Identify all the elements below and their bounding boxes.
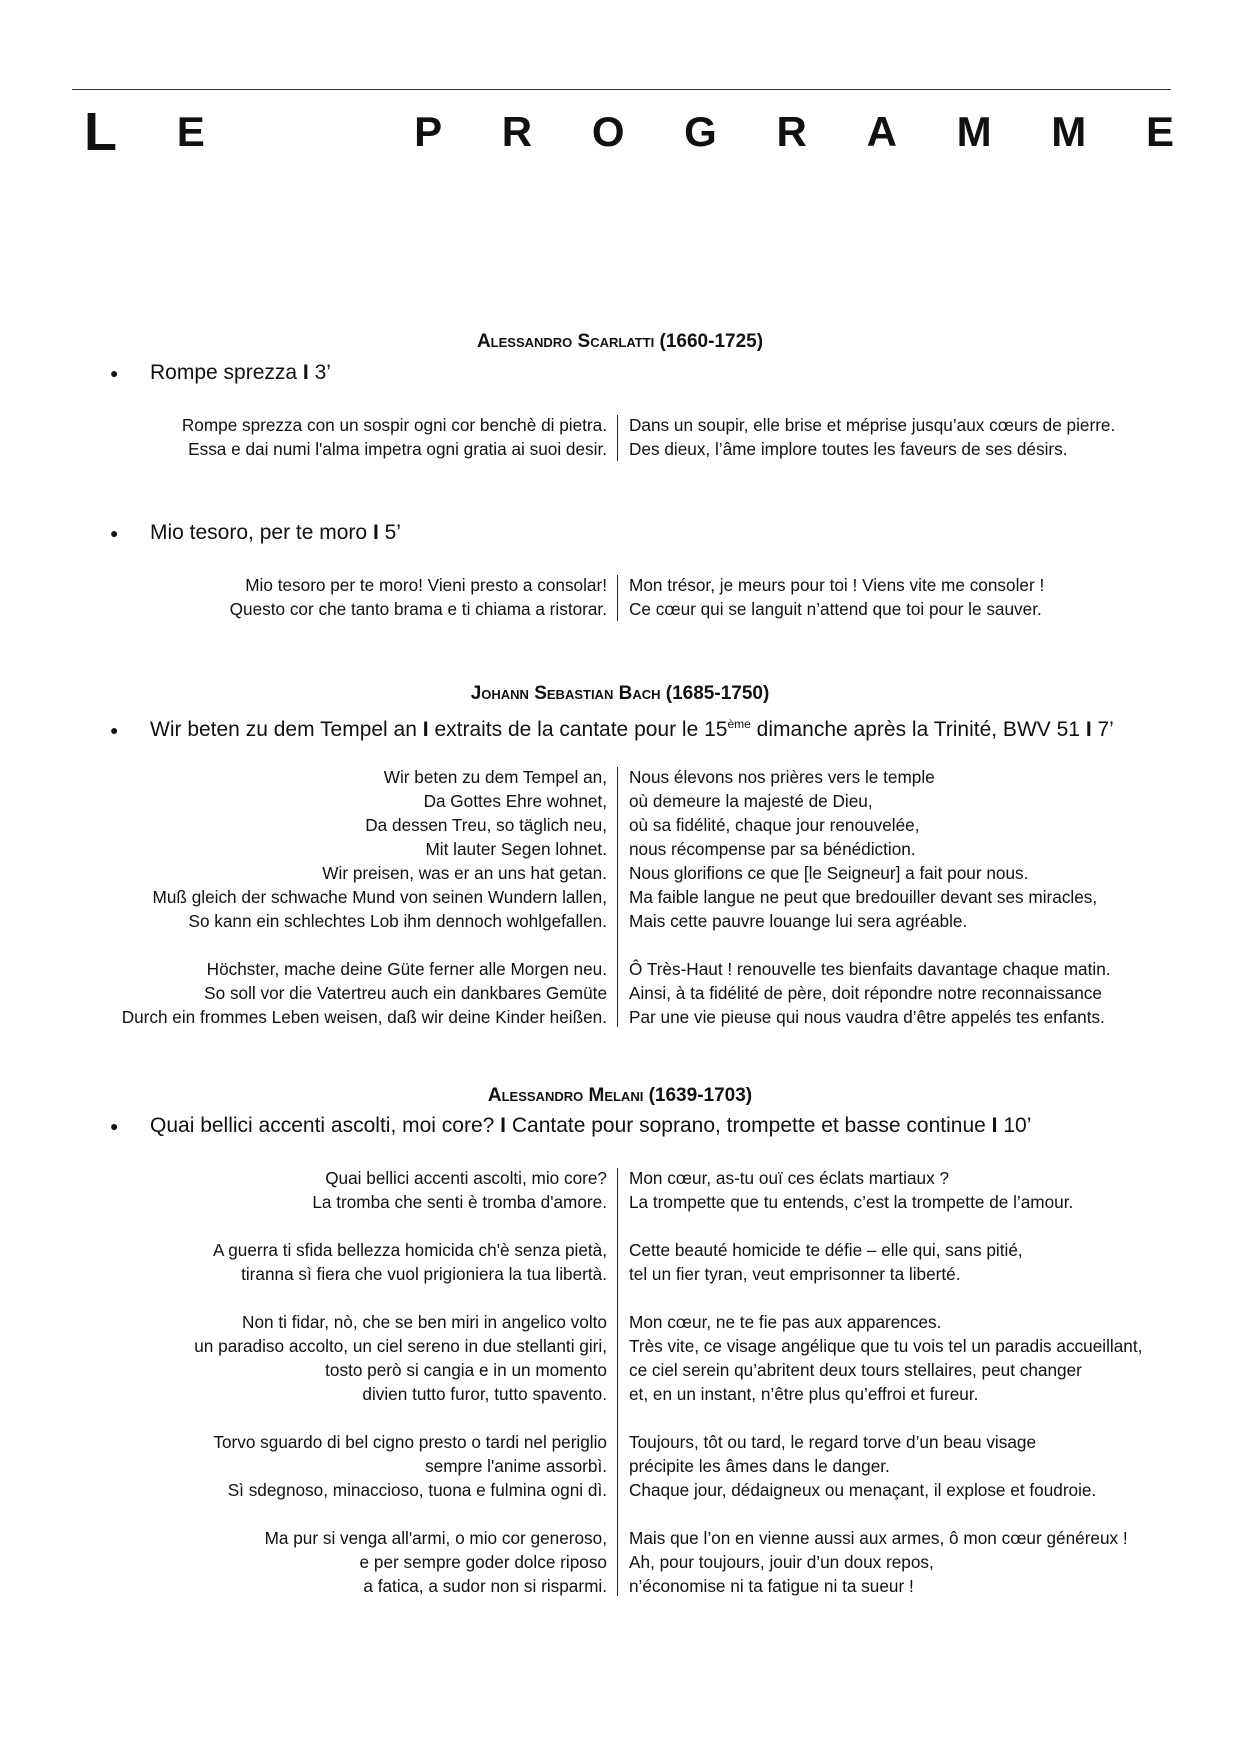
piece-separator: I (302, 361, 309, 384)
lyric-line: Mais que l’on en vienne aussi aux armes, ô mon cœur généreux ! (629, 1528, 1128, 1548)
page-title (84, 104, 1174, 160)
lyric-line: La tromba che senti è tromba d'amore. (312, 1192, 607, 1212)
lyric-line: Muß gleich der schwache Mund von seinen Wundern lallen, (152, 887, 607, 907)
stanza-gap (629, 1214, 1142, 1238)
piece-separator: I (422, 718, 429, 741)
stanza-gap (122, 933, 607, 957)
piece-title-wir-beten (110, 709, 1210, 745)
lyric-line: Mio tesoro per te moro! Vieni presto a consolar! (245, 575, 607, 595)
piece-separator: I (991, 1114, 998, 1137)
lyric-line: a fatica, a sudor non si risparmi. (363, 1576, 607, 1596)
lyric-line: La trompette que tu entends, c’est la trompette de l’amour. (629, 1192, 1074, 1212)
lyric-line: So soll vor die Vatertreu auch ein dankbares Gemüte (204, 983, 607, 1003)
piece-separator: I (500, 1114, 507, 1137)
lyric-line: Mon trésor, je meurs pour toi ! Viens vite me consoler ! (629, 575, 1045, 595)
lyric-line: Mais cette pauvre louange lui sera agréable. (629, 911, 968, 931)
lyric-line: Nous élevons nos prières vers le temple (629, 767, 935, 787)
lyric-line: Ô Très-Haut ! renouvelle tes bienfaits davantage chaque matin. (629, 959, 1111, 979)
lyrics-original (182, 413, 607, 461)
lyric-line: Ma pur si venga all'armi, o mio cor generoso, (264, 1528, 607, 1548)
lyric-line: Höchster, mache deine Güte ferner alle Morgen neu. (206, 959, 607, 979)
lyric-line: Par une vie pieuse qui nous vaudra d’être appelés tes enfants. (629, 1007, 1105, 1027)
title-letter: R (501, 108, 533, 155)
lyric-line: tiranna sì fiera che vuol prigioniera la tua libertà. (241, 1264, 607, 1284)
bullet-icon: ● (110, 365, 119, 382)
lyric-line: tel un fier tyran, veut emprisonner ta liberté. (629, 1264, 961, 1284)
lyric-line: un paradiso accolto, un ciel sereno in due stellanti giri, (194, 1336, 607, 1356)
piece-duration: 10’ (1003, 1114, 1032, 1137)
piece-description: extraits de la cantate pour le 15 (434, 718, 728, 741)
lyric-line: Cette beauté homicide te défie – elle qui, sans pitié, (629, 1240, 1023, 1260)
stanza-gap (629, 1406, 1142, 1430)
lyrics-translation (629, 1166, 1142, 1598)
lyric-line: ce ciel serein qu’abritent deux tours stellaires, peut changer (629, 1360, 1082, 1380)
lyric-line: Mit lauter Segen lohnet. (425, 839, 607, 859)
title-letter: M (1051, 108, 1087, 155)
lyric-line: précipite les âmes dans le danger. (629, 1456, 890, 1476)
stanza-gap (194, 1502, 607, 1526)
lyrics-translation (629, 413, 1115, 461)
lyric-line: Ainsi, à ta fidélité de père, doit répondre notre reconnaissance (629, 983, 1102, 1003)
title-letter: L (84, 102, 117, 162)
lyrics-original (122, 765, 607, 1029)
lyric-line: Quai bellici accenti ascolti, mio core? (325, 1168, 607, 1188)
piece-title-quai-bellici (110, 1111, 1210, 1141)
stanza-gap (629, 933, 1111, 957)
lyric-line: Ma faible langue ne peut que bredouiller devant ses miracles, (629, 887, 1098, 907)
piece-description-sup: ème (727, 717, 751, 731)
lyric-line: A guerra ti sfida bellezza homicida ch'è senza pietà, (212, 1240, 607, 1260)
piece-name: Rompe sprezza (150, 361, 298, 384)
composer-heading-melani: Alessandro Melani (1639-1703) (487, 1085, 753, 1106)
piece-name: Wir beten zu dem Tempel an (150, 718, 417, 741)
lyric-line: Des dieux, l’âme implore toutes les faveurs de ses désirs. (629, 439, 1068, 459)
piece-duration: 7’ (1097, 718, 1114, 741)
lyric-line: Essa e dai numi l'alma impetra ogni gratia ai suoi desir. (188, 439, 607, 459)
lyric-line: Chaque jour, dédaigneux ou menaçant, il explose et foudroie. (629, 1480, 1097, 1500)
lyric-line: Mon cœur, as-tu ouï ces éclats martiaux ? (629, 1168, 949, 1188)
piece-description: Cantate pour soprano, trompette et basse continue (511, 1114, 986, 1137)
stanza-gap (629, 1286, 1142, 1310)
piece-separator: I (1085, 718, 1092, 741)
column-divider (617, 575, 618, 621)
top-rule (72, 89, 1171, 90)
lyric-line: Nous glorifions ce que [le Seigneur] a fait pour nous. (629, 863, 1029, 883)
stanza-gap (629, 1502, 1142, 1526)
lyric-line: Mon cœur, ne te fie pas aux apparences. (629, 1312, 942, 1332)
lyric-line: sempre l'anime assorbì. (425, 1456, 607, 1476)
lyric-line: e per sempre goder dolce riposo (359, 1552, 607, 1572)
lyrics-original (194, 1166, 607, 1598)
lyric-line: Questo cor che tanto brama e ti chiama a ristorar. (229, 599, 607, 619)
lyrics-translation (629, 573, 1044, 621)
stanza-gap (194, 1214, 607, 1238)
piece-duration: 5’ (384, 521, 401, 544)
title-letter: M (956, 108, 992, 155)
lyric-line: et, en un instant, n’être plus qu’effroi et fureur. (629, 1384, 979, 1404)
lyrics-translation (629, 765, 1111, 1029)
title-word-gap (264, 104, 354, 160)
piece-name: Quai bellici accenti ascolti, moi core? (150, 1114, 495, 1137)
lyric-line: où sa fidélité, chaque jour renouvelée, (629, 815, 920, 835)
bullet-icon: ● (110, 722, 119, 739)
lyric-line: Dans un soupir, elle brise et méprise jusqu’aux cœurs de pierre. (629, 415, 1116, 435)
piece-duration: 3’ (314, 361, 331, 384)
lyric-line: nous récompense par sa bénédiction. (629, 839, 916, 859)
bullet-icon: ● (110, 525, 119, 542)
title-letter: R (776, 108, 807, 155)
stanza-gap (194, 1406, 607, 1430)
composer-heading-bach: Johann Sebastian Bach (1685-1750) (470, 683, 770, 704)
title-letter: E (176, 108, 205, 155)
piece-description: dimanche après la Trinité, BWV 51 (750, 718, 1080, 741)
lyric-line: Da Gottes Ehre wohnet, (423, 791, 607, 811)
piece-title-mio-tesoro (110, 518, 1210, 548)
title-letter: O (591, 108, 625, 155)
lyric-line: n’économise ni ta fatigue ni ta sueur ! (629, 1576, 914, 1596)
composer-heading-scarlatti: Alessandro Scarlatti (1660-1725) (476, 331, 764, 352)
lyric-line: Toujours, tôt ou tard, le regard torve d’un beau visage (629, 1432, 1037, 1452)
lyric-line: où demeure la majesté de Dieu, (629, 791, 873, 811)
piece-title-rompe-sprezza (110, 358, 1210, 388)
title-letter: P (414, 108, 443, 155)
lyric-line: tosto però si cangia e in un momento (325, 1360, 607, 1380)
lyric-line: Ce cœur qui se languit n’attend que toi pour le sauver. (629, 599, 1042, 619)
stanza-gap (194, 1286, 607, 1310)
lyric-line: Durch ein frommes Leben weisen, daß wir deine Kinder heißen. (121, 1007, 607, 1027)
lyric-line: Très vite, ce visage angélique que tu vois tel un paradis accueillant, (629, 1336, 1143, 1356)
bullet-icon: ● (110, 1118, 119, 1135)
lyric-line: Da dessen Treu, so täglich neu, (365, 815, 607, 835)
title-letter: A (866, 108, 897, 155)
lyric-line: divien tutto furor, tutto spavento. (362, 1384, 607, 1404)
lyric-line: Wir beten zu dem Tempel an, (383, 767, 607, 787)
piece-name: Mio tesoro, per te moro (150, 521, 368, 544)
lyrics-original (230, 573, 607, 621)
column-divider (617, 1168, 618, 1596)
lyric-line: Ah, pour toujours, jouir d’un doux repos, (629, 1552, 934, 1572)
lyric-line: Non ti fidar, nò, che se ben miri in angelico volto (242, 1312, 607, 1332)
title-letter: E (1145, 108, 1174, 155)
lyric-line: So kann ein schlechtes Lob ihm dennoch wohlgefallen. (188, 911, 607, 931)
lyric-line: Wir preisen, was er an uns hat getan. (322, 863, 607, 883)
piece-separator: I (372, 521, 379, 544)
lyric-line: Sì sdegnoso, minaccioso, tuona e fulmina ogni dì. (227, 1480, 607, 1500)
column-divider (617, 415, 618, 461)
lyric-line: Torvo sguardo di bel cigno presto o tardi nel periglio (213, 1432, 607, 1452)
lyric-line: Rompe sprezza con un sospir ogni cor benchè di pietra. (181, 415, 607, 435)
title-letter: G (684, 108, 717, 155)
column-divider (617, 767, 618, 1027)
